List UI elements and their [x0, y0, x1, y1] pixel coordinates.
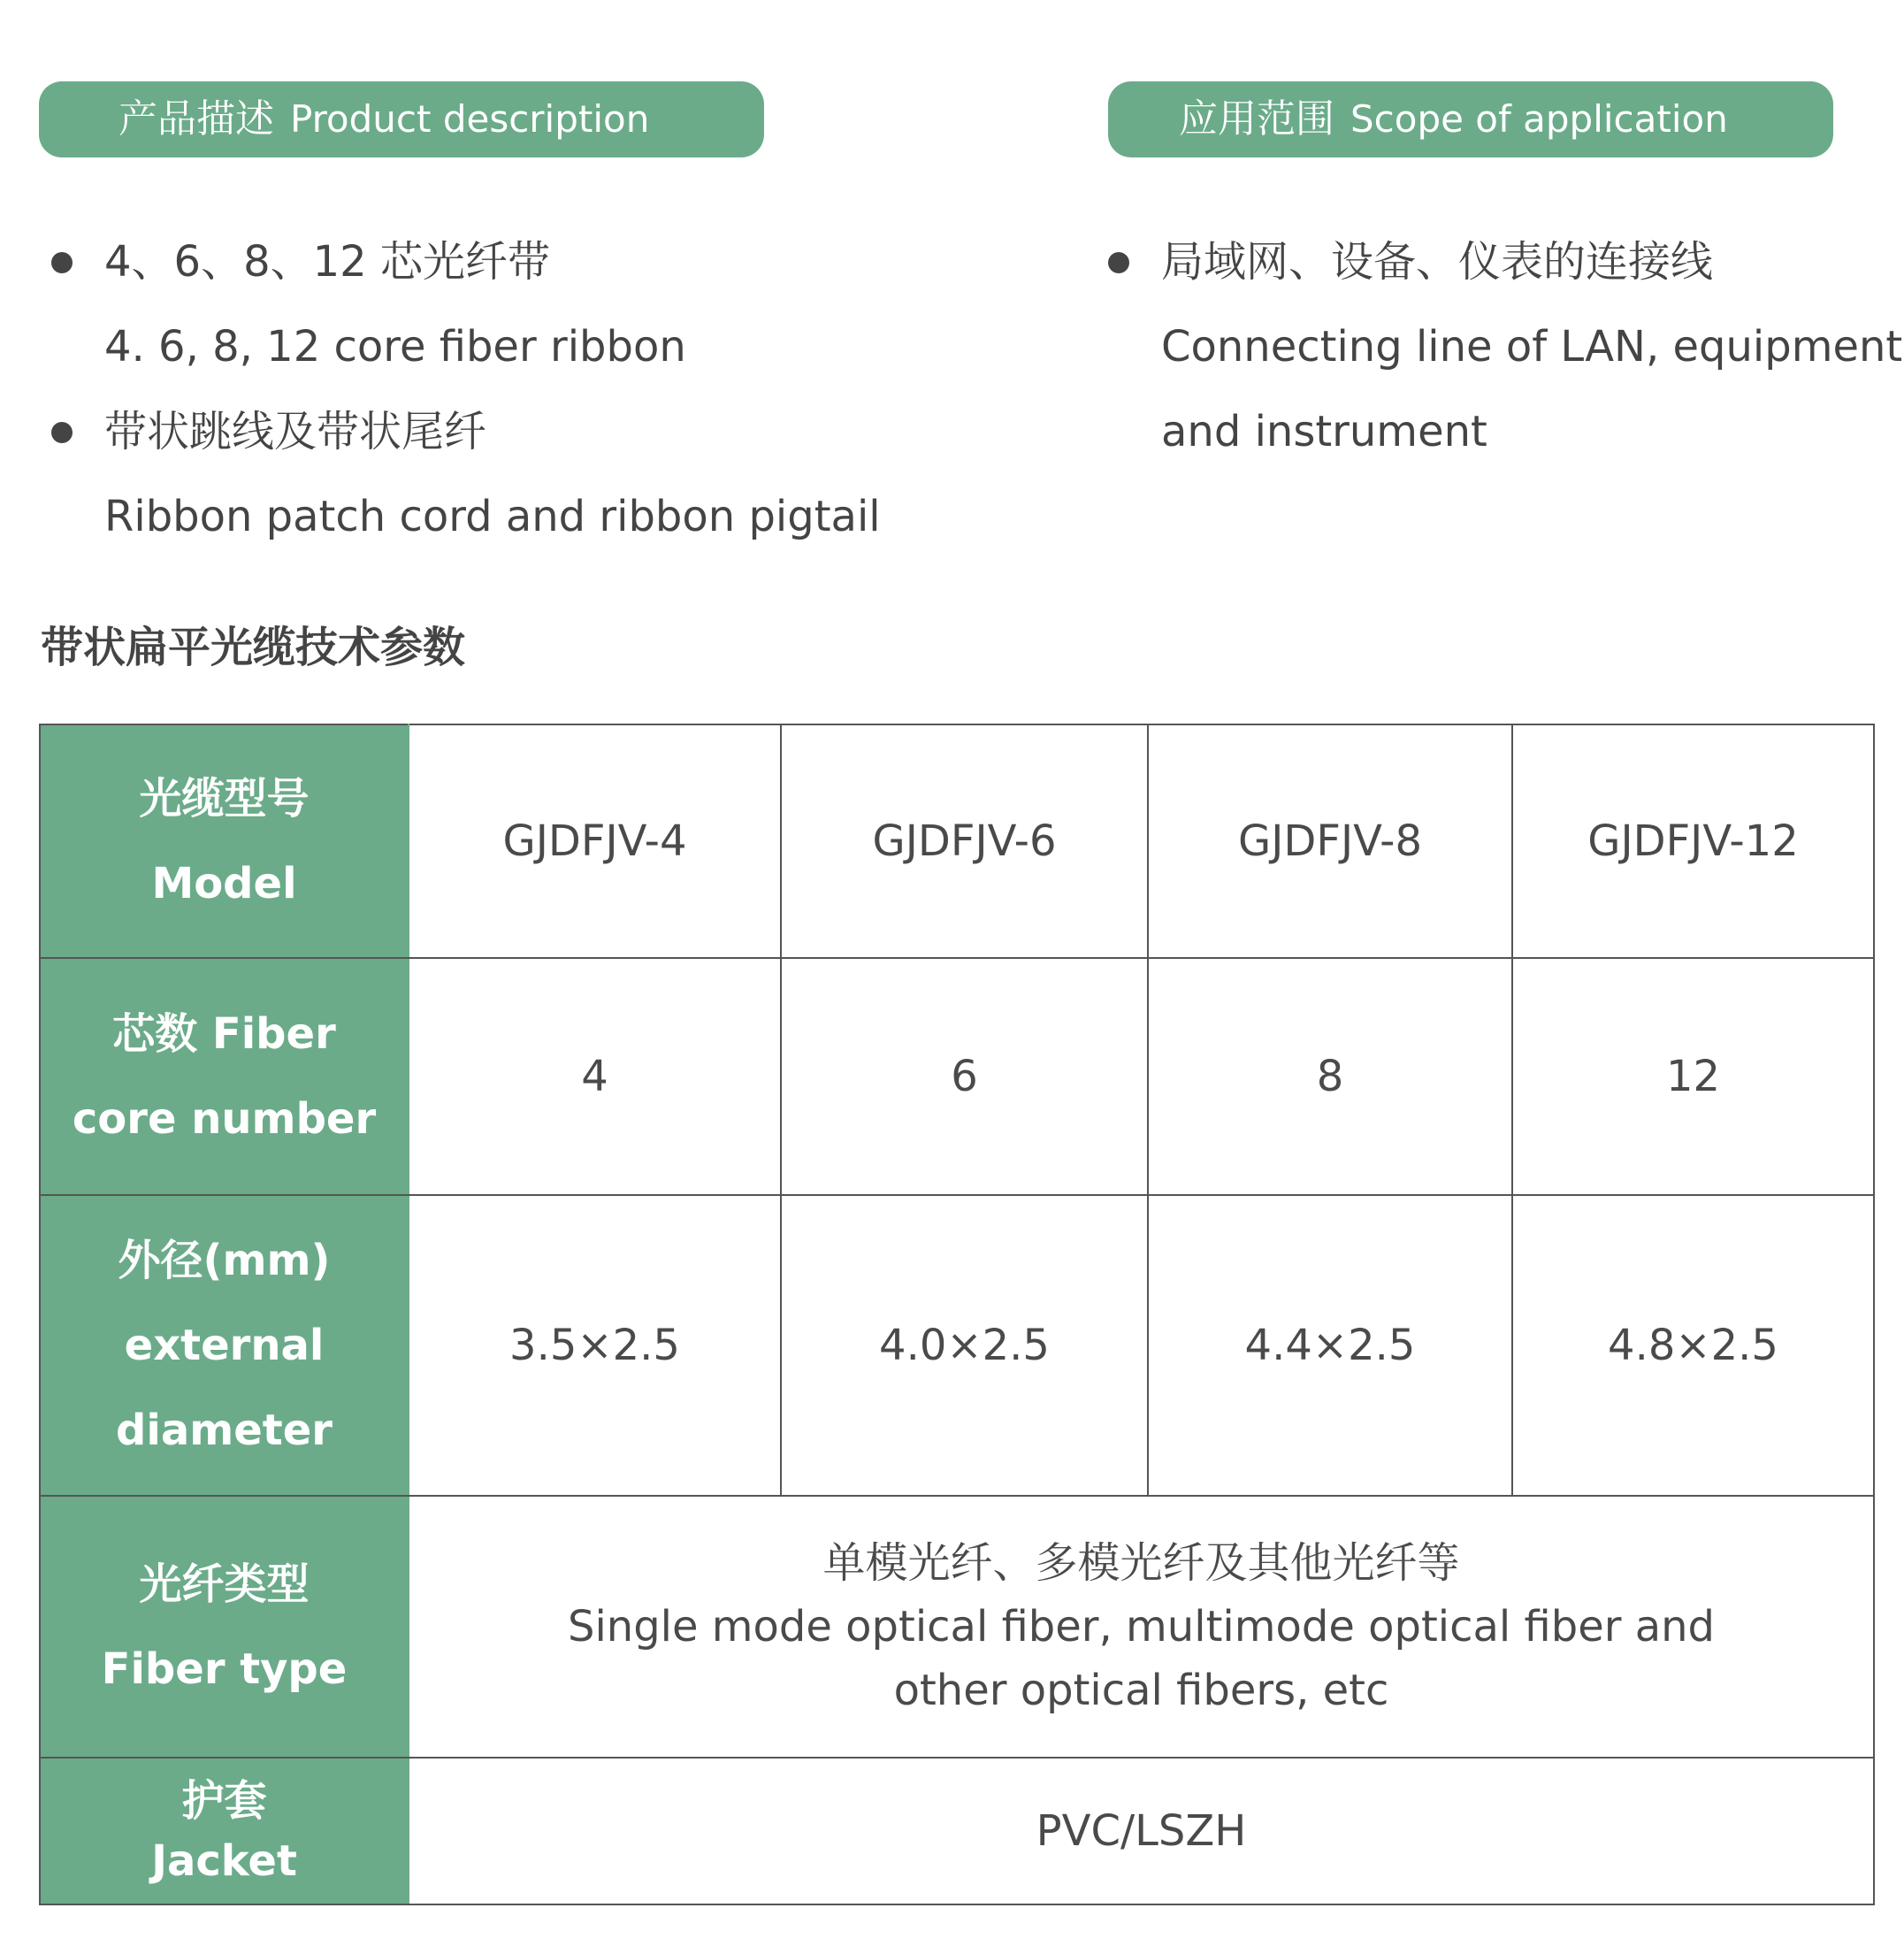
row-header-en: Fiber type: [101, 1644, 348, 1694]
fiber-type-en-line1: Single mode optical fiber, multimode optical fiber and: [567, 1602, 1716, 1651]
fiber-type-zh: 单模光纤、多模光纤及其他光纤等: [822, 1538, 1460, 1588]
section-title: 带状扁平光缆技术参数: [41, 623, 466, 672]
table-row: [40, 958, 1874, 1195]
table-cell: 12: [1512, 958, 1874, 1195]
fiber-type-en-line2: other optical fibers, etc: [893, 1666, 1389, 1715]
description-item-zh: 带状跳线及带状尾纤: [104, 407, 487, 456]
description-item-zh: 4、6、8、12 芯光纤带: [104, 237, 550, 287]
jacket-cell: PVC/LSZH: [409, 1758, 1874, 1904]
table-cell: 4.4×2.5: [1148, 1195, 1512, 1496]
table-row: [40, 1195, 1874, 1496]
description-item-en: 4. 6, 8, 12 core fiber ribbon: [104, 322, 686, 372]
table-cell: GJDFJV-12: [1512, 724, 1874, 958]
list-item: [51, 219, 881, 389]
fiber-type-cell: [409, 1496, 1874, 1758]
table-cell: 4.8×2.5: [1512, 1195, 1874, 1496]
row-header-model: [40, 724, 409, 958]
row-header-zh: 光纤类型: [139, 1559, 310, 1609]
table-cell: 3.5×2.5: [409, 1195, 781, 1496]
table-cell: 6: [781, 958, 1148, 1195]
application-item-en-line1: Connecting line of LAN, equipment: [1161, 322, 1903, 372]
row-header-jacket: [40, 1758, 409, 1904]
row-header-line: 外径(mm): [118, 1236, 331, 1285]
list-item: [1108, 219, 1902, 474]
application-item-en-line2: and instrument: [1161, 407, 1487, 456]
table-cell: GJDFJV-6: [781, 724, 1148, 958]
bullet-icon: [1108, 252, 1129, 273]
product-description-title-en: Product description: [290, 97, 650, 141]
spec-table: [39, 724, 1875, 1905]
row-header-line: 芯数 Fiber: [112, 1009, 336, 1059]
product-description-title-zh: 产品描述: [119, 96, 274, 142]
row-header-line: core number: [72, 1094, 377, 1144]
row-header-external-diameter: [40, 1195, 409, 1496]
bullet-icon: [51, 422, 73, 443]
description-list: [51, 219, 881, 559]
table-cell: GJDFJV-8: [1148, 724, 1512, 958]
scope-title-zh: 应用范围: [1179, 96, 1334, 142]
row-header-zh: 光缆型号: [139, 774, 310, 824]
application-item-zh: 局域网、设备、仪表的连接线: [1161, 237, 1714, 287]
table-cell: 8: [1148, 958, 1512, 1195]
application-list: [1108, 219, 1902, 474]
table-row: [40, 1758, 1874, 1904]
list-item: [51, 389, 881, 559]
table-row: [40, 724, 1874, 958]
product-description-header: [39, 81, 764, 157]
description-item-en: Ribbon patch cord and ribbon pigtail: [104, 492, 881, 541]
table-cell: 4.0×2.5: [781, 1195, 1148, 1496]
table-cell: 4: [409, 958, 781, 1195]
bullet-icon: [51, 252, 73, 273]
row-header-line: external: [124, 1321, 325, 1370]
row-header-zh: 护套: [181, 1776, 267, 1826]
row-header-en: Jacket: [151, 1836, 297, 1886]
row-header-fiber-type: [40, 1496, 409, 1758]
row-header-line: diameter: [116, 1406, 333, 1455]
row-header-en: Model: [151, 859, 297, 908]
table-row: [40, 1496, 1874, 1758]
scope-of-application-header: [1108, 81, 1833, 157]
scope-title-en: Scope of application: [1350, 97, 1728, 141]
row-header-core-number: [40, 958, 409, 1195]
table-cell: GJDFJV-4: [409, 724, 781, 958]
